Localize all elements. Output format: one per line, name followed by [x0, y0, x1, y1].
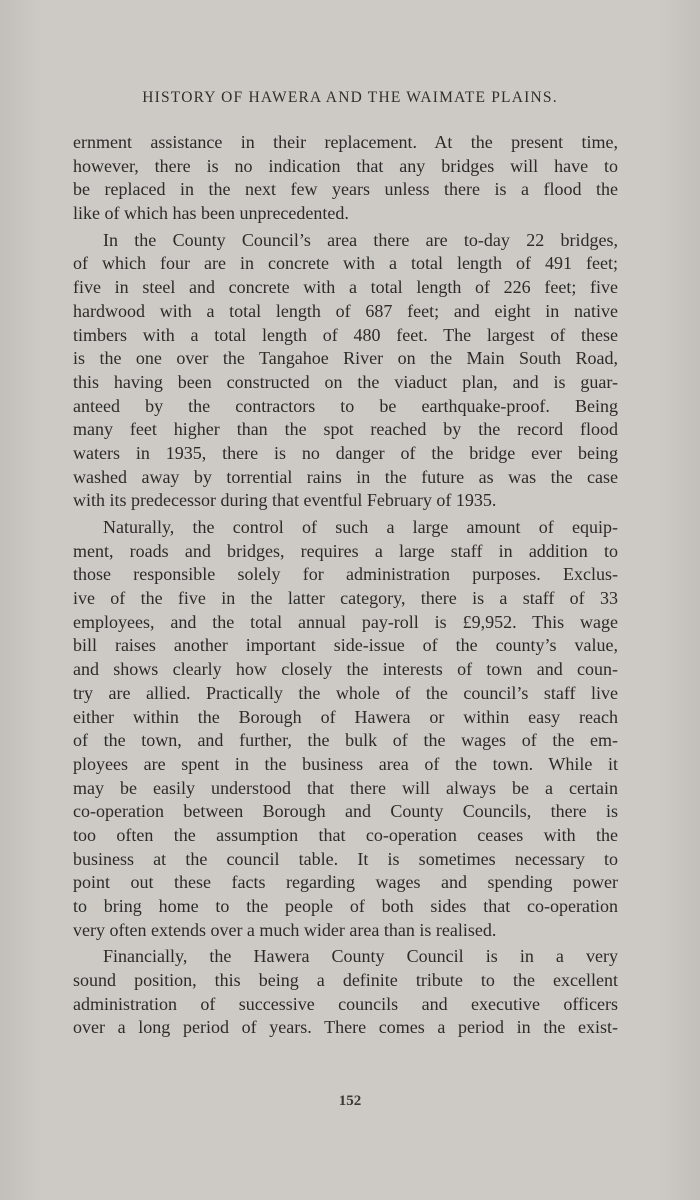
- text-line: In the County Council’s area there are to-day 22 bridges,: [103, 229, 618, 250]
- text-line: over a long period of years. There comes a period in the exist-: [73, 1017, 618, 1038]
- text-line: many feet higher than the spot reached by the record flood: [73, 419, 618, 440]
- text-line: timbers with a total length of 480 feet. The largest of these: [73, 324, 618, 345]
- text-line: hardwood with a total length of 687 feet; and eight in native: [73, 300, 618, 321]
- text-line: and shows clearly how closely the interests of town and coun-: [73, 659, 618, 680]
- text-line: may be easily understood that there will always be a certain: [73, 777, 618, 798]
- text-line: ment, roads and bridges, requires a large staff in addition to: [73, 540, 618, 561]
- body-text: [73, 131, 618, 1040]
- text-line: with its predecessor during that eventful February of 1935.: [73, 490, 497, 511]
- page-number: 152: [338, 1093, 362, 1109]
- text-line: this having been constructed on the viaduct plan, and is guar-: [73, 371, 618, 392]
- paragraph-2: [73, 229, 618, 513]
- text-line: ernment assistance in their replacement. At the present time,: [73, 132, 618, 152]
- text-line: business at the council table. It is sometimes necessary to: [73, 848, 618, 869]
- text-line: to bring home to the people of both sides that co-operation: [73, 896, 618, 916]
- text-line: anteed by the contractors to be earthquake-proof. Being: [73, 395, 618, 416]
- text-line: administration of successive councils and executive officers: [73, 993, 618, 1014]
- text-line: very often extends over a much wider area than is realised.: [73, 919, 497, 940]
- text-line: however, there is no indication that any bridges will have to: [73, 155, 618, 176]
- running-head: HISTORY OF HAWERA AND THE WAIMATE PLAINS.: [142, 89, 558, 106]
- text-line: of which four are in concrete with a total length of 491 feet;: [73, 253, 618, 274]
- text-line: washed away by torrential rains in the future as was the case: [73, 466, 618, 487]
- text-line: be replaced in the next few years unless there is a flood the: [73, 179, 618, 200]
- text-line: is the one over the Tangahoe River on the Main South Road,: [73, 348, 618, 369]
- text-line: employees, and the total annual pay-roll is £9,952. This wage: [73, 611, 618, 632]
- text-line: waters in 1935, there is no danger of the bridge ever being: [73, 442, 618, 463]
- text-line: try are allied. Practically the whole of the council’s staff live: [73, 682, 618, 703]
- text-line: those responsible solely for administration purposes. Exclus-: [73, 564, 618, 585]
- paragraph-3: [73, 516, 618, 942]
- text-line: five in steel and concrete with a total length of 226 feet; five: [73, 277, 618, 298]
- text-line: too often the assumption that co-operation ceases with the: [73, 824, 618, 845]
- text-line: co-operation between Borough and County Councils, there is: [73, 801, 618, 822]
- text-line: bill raises another important side-issue of the county’s value,: [73, 635, 618, 656]
- text-line: either within the Borough of Hawera or within easy reach: [73, 706, 618, 727]
- text-line: of the town, and further, the bulk of the wages of the em-: [73, 730, 618, 751]
- text-line: ployees are spent in the business area of the town. While it: [73, 753, 618, 774]
- paragraph-1: [73, 131, 618, 226]
- paragraph-4: [73, 945, 618, 1040]
- text-line: sound position, this being a definite tribute to the excellent: [73, 970, 618, 991]
- text-line: Financially, the Hawera County Council is in a very: [103, 946, 618, 967]
- text-line: point out these facts regarding wages and spending power: [73, 872, 618, 893]
- text-line: ive of the five in the latter category, there is a staff of 33: [73, 588, 618, 609]
- text-line: Naturally, the control of such a large amount of equip-: [103, 517, 618, 537]
- text-line: like of which has been unprecedented.: [73, 203, 349, 224]
